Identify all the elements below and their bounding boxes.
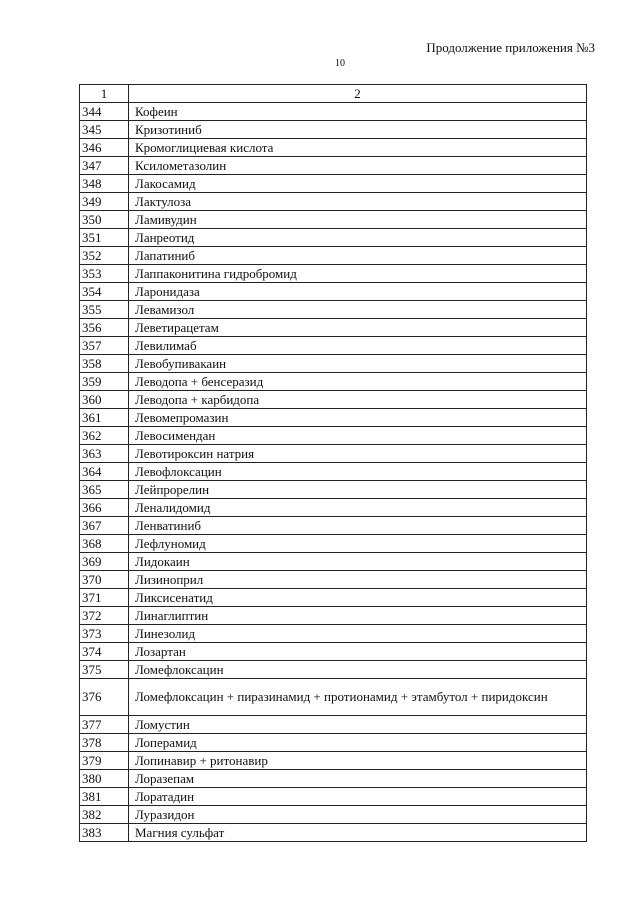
row-number: 359: [80, 373, 129, 391]
appendix-note: Продолжение приложения №3: [426, 40, 595, 55]
drug-name: Левофлоксацин: [129, 463, 587, 481]
drug-name: Левилимаб: [129, 337, 587, 355]
table-row: [80, 283, 587, 301]
column-header-2: 2: [129, 85, 587, 103]
row-number: 371: [80, 589, 129, 607]
row-number: 373: [80, 625, 129, 643]
table-row: [80, 139, 587, 157]
row-number: 354: [80, 283, 129, 301]
table-row: [80, 499, 587, 517]
drug-name: Кризотиниб: [129, 121, 587, 139]
row-number: 349: [80, 193, 129, 211]
row-number: 375: [80, 661, 129, 679]
drug-name: Линаглиптин: [129, 607, 587, 625]
row-number: 378: [80, 734, 129, 752]
drug-name: Ларонидаза: [129, 283, 587, 301]
row-number: 353: [80, 265, 129, 283]
row-number: 368: [80, 535, 129, 553]
table-row: [80, 373, 587, 391]
table-row: [80, 481, 587, 499]
table-row: [80, 734, 587, 752]
table-row: [80, 824, 587, 842]
drug-name: Лопинавир + ритонавир: [129, 752, 587, 770]
row-number: 383: [80, 824, 129, 842]
row-number: 374: [80, 643, 129, 661]
row-number: 358: [80, 355, 129, 373]
row-number: 382: [80, 806, 129, 824]
row-number: 379: [80, 752, 129, 770]
table-row: [80, 571, 587, 589]
row-number: 361: [80, 409, 129, 427]
drug-name: Ломустин: [129, 716, 587, 734]
drug-name: Ликсисенатид: [129, 589, 587, 607]
drug-name: Леводопа + бенсеразид: [129, 373, 587, 391]
drug-name: Лоратадин: [129, 788, 587, 806]
row-number: 367: [80, 517, 129, 535]
drug-name: Лефлуномид: [129, 535, 587, 553]
row-number: 352: [80, 247, 129, 265]
table-row: [80, 445, 587, 463]
drug-name: Лизиноприл: [129, 571, 587, 589]
drug-name: Луразидон: [129, 806, 587, 824]
table-row: [80, 355, 587, 373]
row-number: 355: [80, 301, 129, 319]
table-header-row: [80, 85, 587, 103]
drug-name: Леветирацетам: [129, 319, 587, 337]
row-number: 377: [80, 716, 129, 734]
row-number: 369: [80, 553, 129, 571]
row-number: 356: [80, 319, 129, 337]
table-row: [80, 661, 587, 679]
row-number: 345: [80, 121, 129, 139]
row-number: 360: [80, 391, 129, 409]
drug-name: Магния сульфат: [129, 824, 587, 842]
table-row: [80, 103, 587, 121]
table-row: [80, 337, 587, 355]
table-row: [80, 427, 587, 445]
drug-table: [79, 84, 587, 842]
drug-name: Леводопа + карбидопа: [129, 391, 587, 409]
table-row: [80, 265, 587, 283]
table-row: [80, 193, 587, 211]
table-row: [80, 643, 587, 661]
table-row: [80, 121, 587, 139]
table-row: [80, 716, 587, 734]
row-number: 366: [80, 499, 129, 517]
drug-name: Левотироксин натрия: [129, 445, 587, 463]
drug-name: Леналидомид: [129, 499, 587, 517]
drug-name: Ленватиниб: [129, 517, 587, 535]
table-row: [80, 589, 587, 607]
page-number: 10: [335, 58, 345, 69]
table-row: [80, 229, 587, 247]
row-number: 364: [80, 463, 129, 481]
drug-name: Лоразепам: [129, 770, 587, 788]
drug-name: Ламивудин: [129, 211, 587, 229]
table-row: [80, 770, 587, 788]
table-row: [80, 301, 587, 319]
table-row: [80, 806, 587, 824]
drug-name: Ксилометазолин: [129, 157, 587, 175]
table-row: [80, 752, 587, 770]
table-row: [80, 157, 587, 175]
table-row: [80, 679, 587, 716]
table-row: [80, 175, 587, 193]
drug-name: Лапатиниб: [129, 247, 587, 265]
table-row: [80, 553, 587, 571]
row-number: 363: [80, 445, 129, 463]
table-row: [80, 211, 587, 229]
row-number: 350: [80, 211, 129, 229]
drug-name: Ломефлоксацин: [129, 661, 587, 679]
drug-name: Ланреотид: [129, 229, 587, 247]
table-row: [80, 517, 587, 535]
drug-name: Лейпрорелин: [129, 481, 587, 499]
table-row: [80, 625, 587, 643]
drug-name: Лакосамид: [129, 175, 587, 193]
column-header-1: 1: [80, 85, 129, 103]
drug-name: Левосимендан: [129, 427, 587, 445]
table-row: [80, 788, 587, 806]
drug-name: Лоперамид: [129, 734, 587, 752]
table-row: [80, 409, 587, 427]
drug-name: Кофеин: [129, 103, 587, 121]
drug-name: Левобупивакаин: [129, 355, 587, 373]
table-row: [80, 535, 587, 553]
row-number: 346: [80, 139, 129, 157]
row-number: 347: [80, 157, 129, 175]
drug-name: Левомепромазин: [129, 409, 587, 427]
table-row: [80, 247, 587, 265]
row-number: 344: [80, 103, 129, 121]
row-number: 362: [80, 427, 129, 445]
row-number: 370: [80, 571, 129, 589]
row-number: 376: [80, 679, 129, 716]
row-number: 365: [80, 481, 129, 499]
row-number: 380: [80, 770, 129, 788]
row-number: 381: [80, 788, 129, 806]
drug-name: Кромоглициевая кислота: [129, 139, 587, 157]
table-row: [80, 391, 587, 409]
drug-name: Лозартан: [129, 643, 587, 661]
drug-name: Лаппаконитина гидробромид: [129, 265, 587, 283]
drug-name: Левамизол: [129, 301, 587, 319]
drug-name: Лактулоза: [129, 193, 587, 211]
table-row: [80, 607, 587, 625]
row-number: 372: [80, 607, 129, 625]
drug-name: Ломефлоксацин + пиразинамид + протионамид + этамбутол + пиридоксин: [129, 679, 587, 716]
row-number: 351: [80, 229, 129, 247]
drug-name: Лидокаин: [129, 553, 587, 571]
row-number: 357: [80, 337, 129, 355]
row-number: 348: [80, 175, 129, 193]
table-row: [80, 319, 587, 337]
drug-name: Линезолид: [129, 625, 587, 643]
table-row: [80, 463, 587, 481]
